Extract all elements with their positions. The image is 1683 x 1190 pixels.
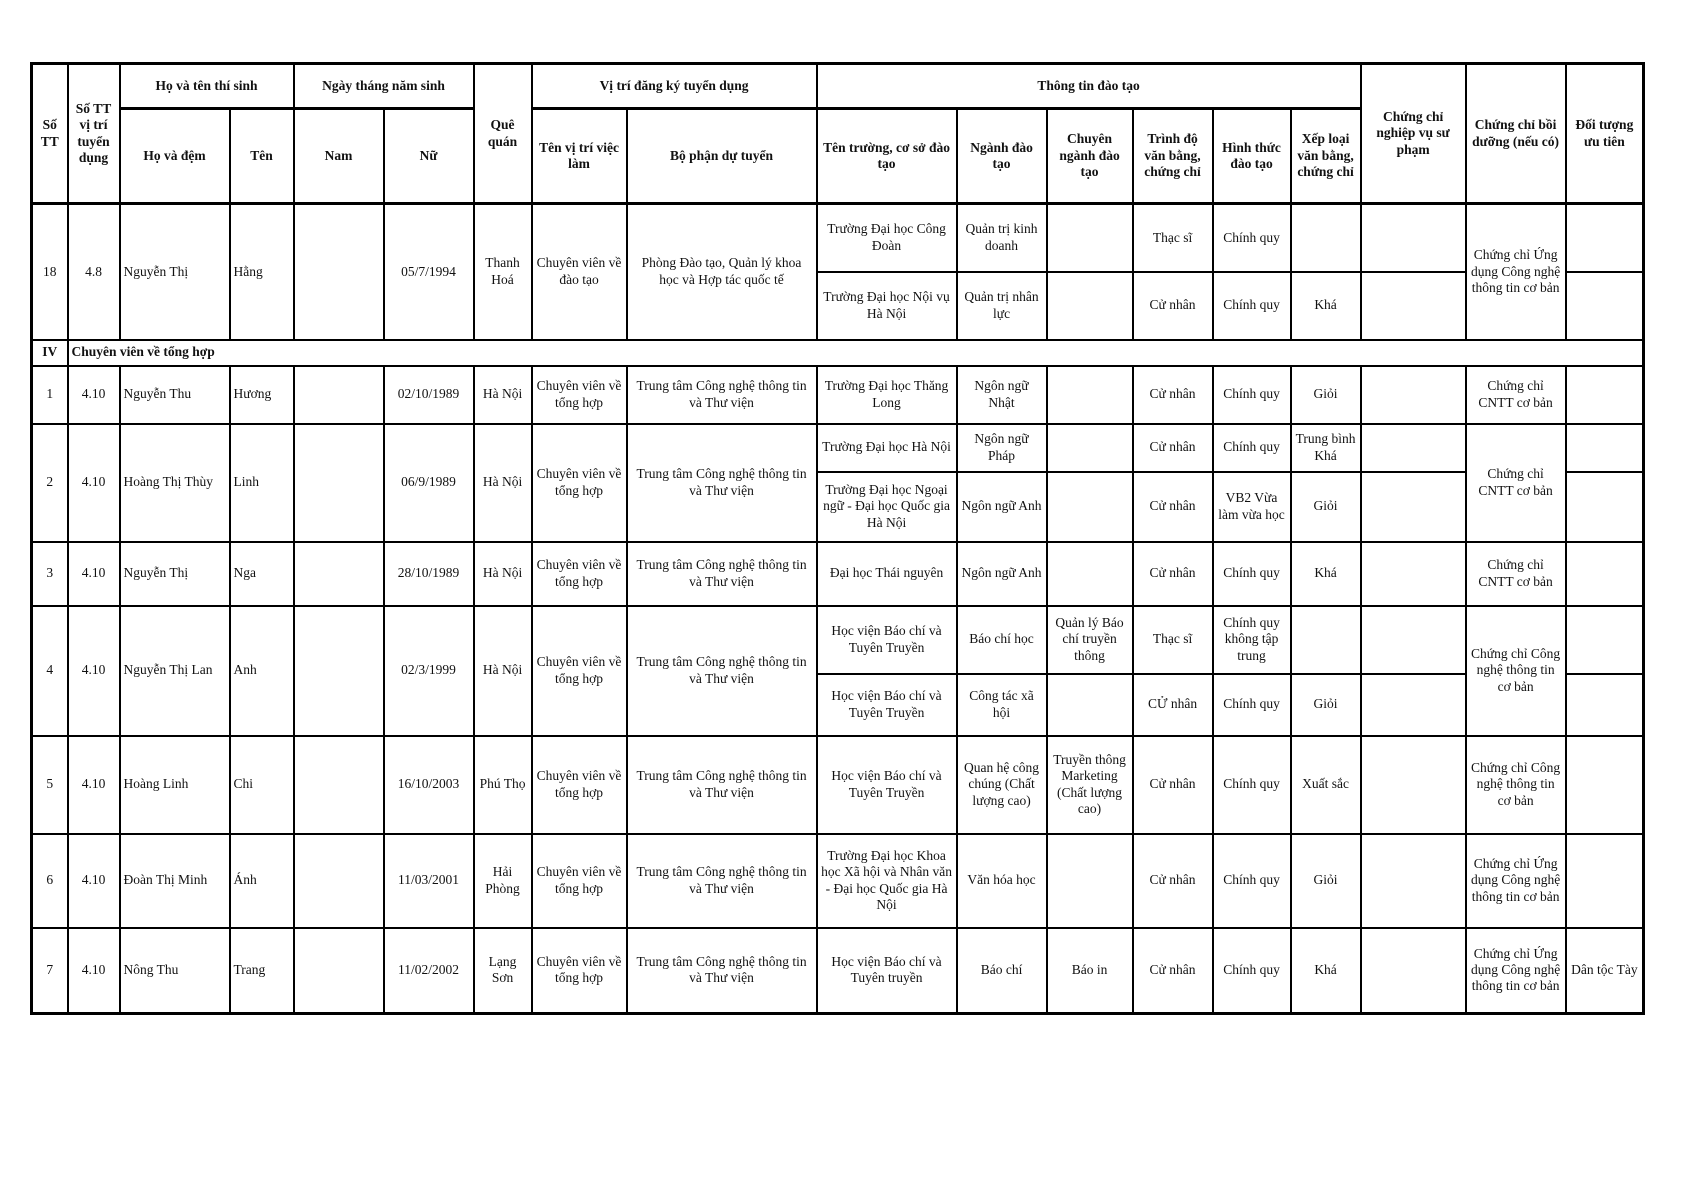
col-header-que-quan: Quê quán	[474, 64, 532, 204]
cell-ten: Hằng	[230, 204, 294, 340]
cell-xep-loai: Khá	[1291, 272, 1361, 340]
table-row	[32, 366, 1644, 424]
cell-ho-dem: Nông Thu	[120, 928, 230, 1014]
cell-chuyen-nganh: Quản lý Báo chí truyền thông	[1047, 606, 1133, 674]
cell-truong: Trường Đại học Thăng Long	[817, 366, 957, 424]
cell-que-quan: Lạng Sơn	[474, 928, 532, 1014]
cell-ten: Hương	[230, 366, 294, 424]
cell-vitri-no: 4.10	[68, 834, 120, 928]
section-number: IV	[32, 340, 68, 366]
cell-nu: 05/7/1994	[384, 204, 474, 340]
cell-nam	[294, 366, 384, 424]
cell-xep-loai	[1291, 204, 1361, 272]
cell-cc-su-pham	[1361, 834, 1466, 928]
cell-bo-phan: Trung tâm Công nghệ thông tin và Thư viện	[627, 542, 817, 606]
col-header-xep-loai: Xếp loại văn bằng, chứng chỉ	[1291, 109, 1361, 204]
cell-bo-phan: Trung tâm Công nghệ thông tin và Thư viện	[627, 834, 817, 928]
cell-que-quan: Hà Nội	[474, 366, 532, 424]
cell-trinh-do: CỬ nhân	[1133, 674, 1213, 736]
cell-bo-phan: Phòng Đào tạo, Quản lý khoa học và Hợp tác quốc tế	[627, 204, 817, 340]
cell-nu: 28/10/1989	[384, 542, 474, 606]
cell-vitri-no: 4.10	[68, 606, 120, 736]
cell-xep-loai: Khá	[1291, 542, 1361, 606]
cell-stt: 6	[32, 834, 68, 928]
cell-bo-phan: Trung tâm Công nghệ thông tin và Thư viện	[627, 736, 817, 834]
cell-truong: Học viện Báo chí và Tuyên Truyền	[817, 606, 957, 674]
cell-uu-tien	[1566, 674, 1644, 736]
cell-vi-tri: Chuyên viên về tổng hợp	[532, 542, 627, 606]
cell-cc-boi-duong: Chứng chỉ CNTT cơ bản	[1466, 424, 1566, 542]
cell-nam	[294, 204, 384, 340]
cell-uu-tien	[1566, 834, 1644, 928]
cell-que-quan: Hà Nội	[474, 424, 532, 542]
cell-bo-phan: Trung tâm Công nghệ thông tin và Thư viện	[627, 606, 817, 736]
cell-trinh-do: Cử nhân	[1133, 542, 1213, 606]
cell-cc-boi-duong: Chứng chỉ Ứng dụng Công nghệ thông tin cơ bản	[1466, 834, 1566, 928]
cell-hinh-thuc: Chính quy không tập trung	[1213, 606, 1291, 674]
cell-xep-loai: Trung bình Khá	[1291, 424, 1361, 472]
cell-nam	[294, 834, 384, 928]
cell-nganh: Ngôn ngữ Anh	[957, 542, 1047, 606]
cell-stt: 18	[32, 204, 68, 340]
cell-nam	[294, 736, 384, 834]
col-group-ngay-sinh: Ngày tháng năm sinh	[294, 64, 474, 109]
cell-nganh: Quan hệ công chúng (Chất lượng cao)	[957, 736, 1047, 834]
cell-cc-su-pham	[1361, 736, 1466, 834]
cell-chuyen-nganh	[1047, 834, 1133, 928]
cell-que-quan: Thanh Hoá	[474, 204, 532, 340]
cell-nganh: Báo chí	[957, 928, 1047, 1014]
col-header-nam: Nam	[294, 109, 384, 204]
cell-vi-tri: Chuyên viên về đào tạo	[532, 204, 627, 340]
cell-nu: 16/10/2003	[384, 736, 474, 834]
col-header-trinh-do: Trình độ văn bằng, chứng chỉ	[1133, 109, 1213, 204]
table-row	[32, 204, 1644, 272]
cell-trinh-do: Cử nhân	[1133, 472, 1213, 542]
table-row	[32, 606, 1644, 674]
cell-nam	[294, 928, 384, 1014]
cell-bo-phan: Trung tâm Công nghệ thông tin và Thư viện	[627, 366, 817, 424]
cell-nganh: Quản trị kinh doanh	[957, 204, 1047, 272]
cell-cc-su-pham	[1361, 366, 1466, 424]
cell-nam	[294, 424, 384, 542]
cell-chuyen-nganh: Truyền thông Marketing (Chất lượng cao)	[1047, 736, 1133, 834]
cell-uu-tien: Dân tộc Tày	[1566, 928, 1644, 1014]
col-header-chuyen-nganh: Chuyên ngành đào tạo	[1047, 109, 1133, 204]
col-group-dao-tao: Thông tin đào tạo	[817, 64, 1361, 109]
cell-xep-loai: Giỏi	[1291, 834, 1361, 928]
cell-cc-boi-duong: Chứng chỉ Công nghệ thông tin cơ bản	[1466, 736, 1566, 834]
cell-nganh: Quản trị nhân lực	[957, 272, 1047, 340]
cell-hinh-thuc: Chính quy	[1213, 424, 1291, 472]
cell-uu-tien	[1566, 204, 1644, 272]
cell-hinh-thuc: Chính quy	[1213, 366, 1291, 424]
cell-bo-phan: Trung tâm Công nghệ thông tin và Thư viện	[627, 424, 817, 542]
cell-ten: Anh	[230, 606, 294, 736]
cell-hinh-thuc: Chính quy	[1213, 736, 1291, 834]
cell-xep-loai: Khá	[1291, 928, 1361, 1014]
col-header-ten: Tên	[230, 109, 294, 204]
cell-cc-su-pham	[1361, 606, 1466, 674]
cell-ho-dem: Nguyễn Thị Lan	[120, 606, 230, 736]
cell-cc-su-pham	[1361, 272, 1466, 340]
cell-xep-loai: Giỏi	[1291, 472, 1361, 542]
cell-hinh-thuc: Chính quy	[1213, 834, 1291, 928]
cell-uu-tien	[1566, 736, 1644, 834]
cell-ho-dem: Hoàng Thị Thùy	[120, 424, 230, 542]
cell-uu-tien	[1566, 606, 1644, 674]
cell-stt: 1	[32, 366, 68, 424]
col-header-uu-tien: Đối tượng ưu tiên	[1566, 64, 1644, 204]
section-title: Chuyên viên về tổng hợp	[68, 340, 1644, 366]
cell-trinh-do: Cử nhân	[1133, 928, 1213, 1014]
cell-cc-boi-duong: Chứng chỉ Ứng dụng Công nghệ thông tin cơ bản	[1466, 204, 1566, 340]
cell-trinh-do: Cử nhân	[1133, 834, 1213, 928]
cell-truong: Đại học Thái nguyên	[817, 542, 957, 606]
col-header-cc-boi-duong: Chứng chỉ bồi dưỡng (nếu có)	[1466, 64, 1566, 204]
cell-vi-tri: Chuyên viên về tổng hợp	[532, 424, 627, 542]
cell-chuyen-nganh	[1047, 542, 1133, 606]
cell-nganh: Ngôn ngữ Anh	[957, 472, 1047, 542]
cell-stt: 5	[32, 736, 68, 834]
cell-chuyen-nganh	[1047, 674, 1133, 736]
cell-que-quan: Phú Thọ	[474, 736, 532, 834]
cell-hinh-thuc: Chính quy	[1213, 204, 1291, 272]
cell-stt: 3	[32, 542, 68, 606]
cell-vitri-no: 4.10	[68, 928, 120, 1014]
cell-hinh-thuc: Chính quy	[1213, 928, 1291, 1014]
cell-cc-boi-duong: Chứng chỉ CNTT cơ bản	[1466, 366, 1566, 424]
col-header-cc-su-pham: Chứng chỉ nghiệp vụ sư phạm	[1361, 64, 1466, 204]
cell-vitri-no: 4.10	[68, 542, 120, 606]
col-header-ten-truong: Tên trường, cơ sở đào tạo	[817, 109, 957, 204]
cell-chuyen-nganh	[1047, 204, 1133, 272]
cell-vi-tri: Chuyên viên về tổng hợp	[532, 834, 627, 928]
cell-trinh-do: Cử nhân	[1133, 272, 1213, 340]
recruitment-candidates-table	[30, 62, 1645, 1015]
cell-ten: Nga	[230, 542, 294, 606]
cell-que-quan: Hải Phòng	[474, 834, 532, 928]
cell-truong: Trường Đại học Ngoại ngữ - Đại học Quốc gia Hà Nội	[817, 472, 957, 542]
cell-nu: 11/03/2001	[384, 834, 474, 928]
cell-chuyen-nganh: Báo in	[1047, 928, 1133, 1014]
cell-ho-dem: Nguyễn Thị	[120, 542, 230, 606]
col-group-ho-ten: Họ và tên thí sinh	[120, 64, 294, 109]
cell-hinh-thuc: VB2 Vừa làm vừa học	[1213, 472, 1291, 542]
cell-uu-tien	[1566, 366, 1644, 424]
cell-cc-su-pham	[1361, 424, 1466, 472]
cell-truong: Học viện Báo chí và Tuyên Truyền	[817, 736, 957, 834]
cell-bo-phan: Trung tâm Công nghệ thông tin và Thư viện	[627, 928, 817, 1014]
table-row	[32, 736, 1644, 834]
cell-trinh-do: Thạc sĩ	[1133, 606, 1213, 674]
cell-nam	[294, 606, 384, 736]
cell-trinh-do: Thạc sĩ	[1133, 204, 1213, 272]
cell-truong: Trường Đại học Nội vụ Hà Nội	[817, 272, 957, 340]
cell-cc-boi-duong: Chứng chỉ CNTT cơ bản	[1466, 542, 1566, 606]
col-header-nganh: Ngành đào tạo	[957, 109, 1047, 204]
col-header-hinh-thuc: Hình thức đào tạo	[1213, 109, 1291, 204]
cell-nganh: Ngôn ngữ Pháp	[957, 424, 1047, 472]
cell-truong: Trường Đại học Hà Nội	[817, 424, 957, 472]
col-header-so-tt: Số TT	[32, 64, 68, 204]
cell-trinh-do: Cử nhân	[1133, 366, 1213, 424]
table-row	[32, 542, 1644, 606]
col-header-nu: Nữ	[384, 109, 474, 204]
cell-truong: Học viện Báo chí và Tuyên Truyền	[817, 674, 957, 736]
cell-uu-tien	[1566, 472, 1644, 542]
cell-xep-loai: Giỏi	[1291, 366, 1361, 424]
cell-cc-boi-duong: Chứng chỉ Ứng dụng Công nghệ thông tin cơ bản	[1466, 928, 1566, 1014]
cell-stt: 4	[32, 606, 68, 736]
cell-chuyen-nganh	[1047, 366, 1133, 424]
cell-ten: Chi	[230, 736, 294, 834]
cell-truong: Trường Đại học Công Đoàn	[817, 204, 957, 272]
cell-ten: Trang	[230, 928, 294, 1014]
cell-ho-dem: Hoàng Linh	[120, 736, 230, 834]
cell-vitri-no: 4.8	[68, 204, 120, 340]
cell-vitri-no: 4.10	[68, 736, 120, 834]
table-row	[32, 834, 1644, 928]
cell-uu-tien	[1566, 542, 1644, 606]
cell-nganh: Văn hóa học	[957, 834, 1047, 928]
table-row	[32, 424, 1644, 472]
col-header-ten-vi-tri: Tên vị trí việc làm	[532, 109, 627, 204]
cell-cc-su-pham	[1361, 542, 1466, 606]
cell-stt: 7	[32, 928, 68, 1014]
col-header-ho-dem: Họ và đệm	[120, 109, 230, 204]
section-row	[32, 340, 1644, 366]
cell-nganh: Công tác xã hội	[957, 674, 1047, 736]
cell-chuyen-nganh	[1047, 272, 1133, 340]
cell-xep-loai: Xuất sắc	[1291, 736, 1361, 834]
col-header-so-tt-vi-tri: Số TT vị trí tuyển dụng	[68, 64, 120, 204]
cell-cc-su-pham	[1361, 204, 1466, 272]
cell-chuyen-nganh	[1047, 424, 1133, 472]
cell-truong: Học viện Báo chí và Tuyên truyền	[817, 928, 957, 1014]
cell-chuyen-nganh	[1047, 472, 1133, 542]
cell-vitri-no: 4.10	[68, 424, 120, 542]
cell-stt: 2	[32, 424, 68, 542]
cell-que-quan: Hà Nội	[474, 542, 532, 606]
table-row	[32, 928, 1644, 1014]
cell-trinh-do: Cử nhân	[1133, 424, 1213, 472]
cell-nam	[294, 542, 384, 606]
cell-nu: 02/10/1989	[384, 366, 474, 424]
cell-ho-dem: Nguyễn Thu	[120, 366, 230, 424]
cell-cc-su-pham	[1361, 928, 1466, 1014]
cell-cc-su-pham	[1361, 674, 1466, 736]
cell-cc-boi-duong: Chứng chỉ Công nghệ thông tin cơ bản	[1466, 606, 1566, 736]
cell-nganh: Báo chí học	[957, 606, 1047, 674]
cell-nganh: Ngôn ngữ Nhật	[957, 366, 1047, 424]
cell-vi-tri: Chuyên viên về tổng hợp	[532, 606, 627, 736]
cell-nu: 11/02/2002	[384, 928, 474, 1014]
cell-vitri-no: 4.10	[68, 366, 120, 424]
col-group-vi-tri: Vị trí đăng ký tuyển dụng	[532, 64, 817, 109]
cell-ho-dem: Đoàn Thị Minh	[120, 834, 230, 928]
cell-ho-dem: Nguyễn Thị	[120, 204, 230, 340]
cell-que-quan: Hà Nội	[474, 606, 532, 736]
cell-trinh-do: Cử nhân	[1133, 736, 1213, 834]
cell-vi-tri: Chuyên viên về tổng hợp	[532, 736, 627, 834]
col-header-bo-phan: Bộ phận dự tuyển	[627, 109, 817, 204]
cell-uu-tien	[1566, 424, 1644, 472]
cell-nu: 06/9/1989	[384, 424, 474, 542]
cell-ten: Linh	[230, 424, 294, 542]
cell-vi-tri: Chuyên viên về tổng hợp	[532, 366, 627, 424]
cell-uu-tien	[1566, 272, 1644, 340]
cell-cc-su-pham	[1361, 472, 1466, 542]
cell-xep-loai	[1291, 606, 1361, 674]
cell-nu: 02/3/1999	[384, 606, 474, 736]
cell-hinh-thuc: Chính quy	[1213, 272, 1291, 340]
cell-truong: Trường Đại học Khoa học Xã hội và Nhân văn - Đại học Quốc gia Hà Nội	[817, 834, 957, 928]
cell-hinh-thuc: Chính quy	[1213, 674, 1291, 736]
cell-xep-loai: Giỏi	[1291, 674, 1361, 736]
cell-hinh-thuc: Chính quy	[1213, 542, 1291, 606]
cell-ten: Ánh	[230, 834, 294, 928]
cell-vi-tri: Chuyên viên về tổng hợp	[532, 928, 627, 1014]
